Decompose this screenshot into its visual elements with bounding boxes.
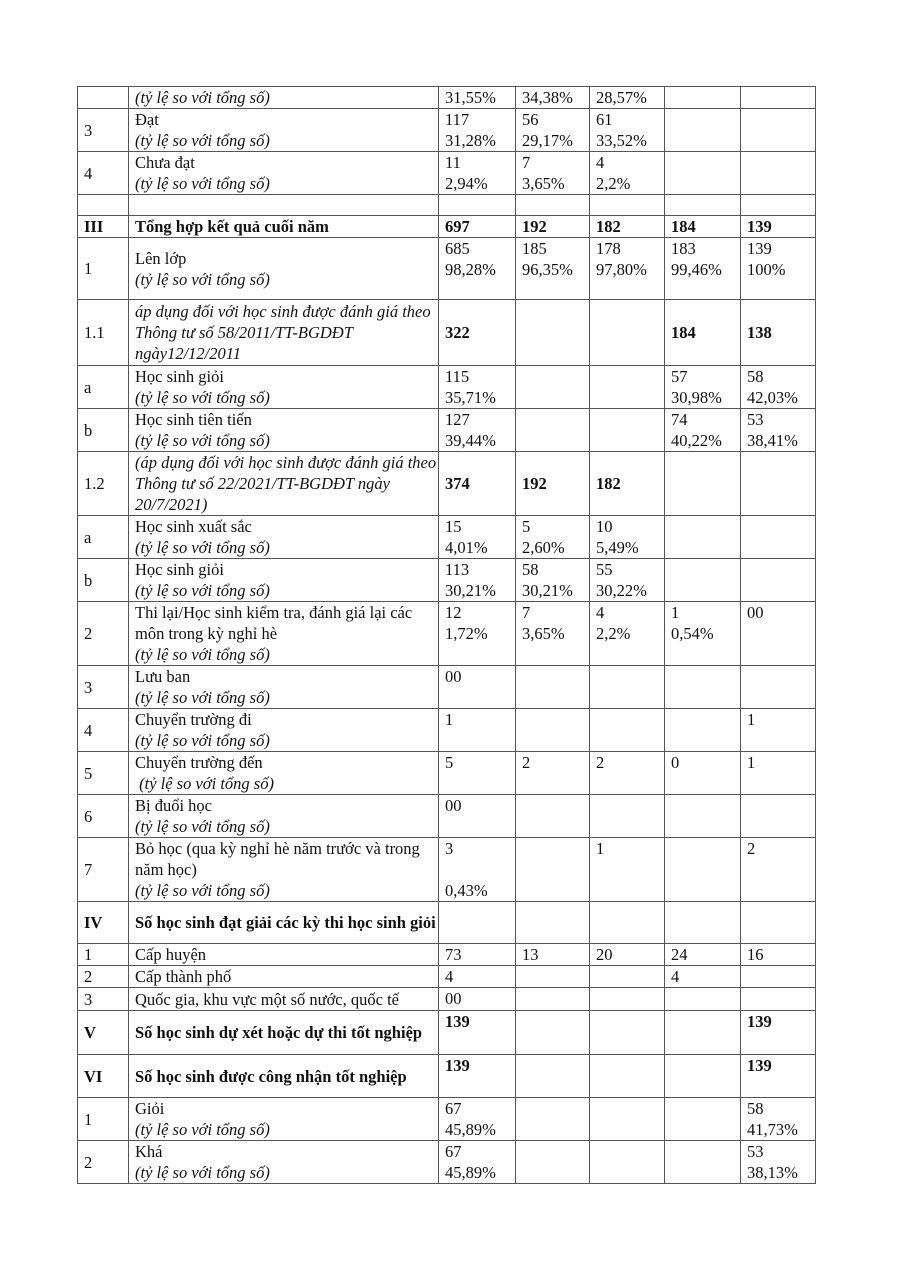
value-cell [741,795,816,838]
table-row [78,109,816,152]
value-cell: 138 [741,300,816,366]
row-number: 2 [78,1141,129,1184]
row-number: 1 [78,238,129,300]
value-cell: 5 2,60% [516,516,590,559]
value-cell: 31,55% [439,87,516,109]
value-cell: 00 [439,988,516,1011]
results-table-body [78,87,816,1184]
row-label-cell [129,216,439,238]
row-label: Chuyển trường đi [135,710,252,729]
value-cell [516,666,590,709]
value-cell [665,109,741,152]
value-cell [590,195,665,216]
value-cell [590,1098,665,1141]
row-number: a [78,366,129,409]
row-number: 3 [78,666,129,709]
row-label-cell [129,666,439,709]
ratio-label: (tỷ lệ so với tổng số) [135,269,270,289]
value-cell [741,109,816,152]
ratio-label: (tỷ lệ so với tổng số) [135,388,270,407]
row-label-cell [129,1098,439,1141]
row-label-cell [129,988,439,1011]
ratio-label: (tỷ lệ so với tổng số) [135,1120,270,1139]
row-number: 3 [78,109,129,152]
row-label: (áp dụng đối với học sinh được đánh giá theo Thông tư số 22/2021/TT-BGDĐT ngày 20/7/2021) [135,453,437,514]
row-label-cell [129,366,439,409]
value-cell: 1 0,54% [665,602,741,666]
row-label: Học sinh tiên tiến [135,410,252,429]
table-row [78,300,816,366]
value-cell: 15 4,01% [439,516,516,559]
value-cell: 1 [741,709,816,752]
value-cell: 139 [741,216,816,238]
row-label-cell [129,152,439,195]
value-cell [590,366,665,409]
value-cell [665,902,741,944]
value-cell [665,559,741,602]
row-label: Học sinh giỏi [135,560,224,579]
value-cell [590,300,665,366]
row-label-cell [129,709,439,752]
row-label-cell [129,87,439,109]
table-row [78,795,816,838]
ratio-label: (tỷ lệ so với tổng số) [135,731,270,750]
value-cell [439,195,516,216]
value-cell: 7 3,65% [516,152,590,195]
row-label: Cấp thành phố [135,967,232,986]
value-cell: 1 [741,752,816,795]
value-cell [665,666,741,709]
row-number: b [78,409,129,452]
value-cell: 117 31,28% [439,109,516,152]
value-cell [665,709,741,752]
value-cell: 374 [439,452,516,516]
row-number: 3 [78,988,129,1011]
table-row [78,752,816,795]
ratio-label: (tỷ lệ so với tổng số) [135,174,270,193]
value-cell [741,452,816,516]
value-cell [516,902,590,944]
value-cell: 139 [439,1055,516,1098]
ratio-label: (tỷ lệ so với tổng số) [135,881,270,900]
value-cell [590,666,665,709]
value-cell: 55 30,22% [590,559,665,602]
value-cell: 7 3,65% [516,602,590,666]
value-cell: 61 33,52% [590,109,665,152]
value-cell [590,1141,665,1184]
row-label: Giỏi [135,1099,165,1118]
value-cell: 73 [439,944,516,966]
value-cell: 183 99,46% [665,238,741,300]
value-cell: 182 [590,452,665,516]
value-cell [741,666,816,709]
value-cell [516,1011,590,1055]
value-cell: 2 [590,752,665,795]
value-cell [665,516,741,559]
row-label: Quốc gia, khu vực một số nước, quốc tế [135,989,399,1009]
table-row [78,1055,816,1098]
row-label-cell [129,1141,439,1184]
value-cell: 685 98,28% [439,238,516,300]
value-cell [741,988,816,1011]
row-number [78,195,129,216]
table-row [78,195,816,216]
value-cell: 139 [741,1055,816,1098]
value-cell: 10 5,49% [590,516,665,559]
row-number: b [78,559,129,602]
value-cell: 115 35,71% [439,366,516,409]
table-row [78,409,816,452]
table-row [78,988,816,1011]
value-cell: 67 45,89% [439,1141,516,1184]
table-row [78,516,816,559]
value-cell [516,988,590,1011]
ratio-label: (tỷ lệ so với tổng số) [135,688,270,707]
row-label: Bỏ học (qua kỳ nghỉ hè năm trước và trong năm học) [135,839,420,879]
row-label: áp dụng đối với học sinh được đánh giá theo Thông tư số 58/2011/TT-BGDĐT ngày12/12/2011 [135,302,431,363]
table-row [78,944,816,966]
row-label: Cấp huyện [135,945,207,964]
value-cell [516,1055,590,1098]
row-label: Học sinh xuất sắc [135,517,252,536]
row-number: 1.1 [78,300,129,366]
value-cell [665,452,741,516]
row-number: 1 [78,944,129,966]
table-row [78,838,816,902]
table-row [78,602,816,666]
value-cell: 57 30,98% [665,366,741,409]
ratio-label: (tỷ lệ so với tổng số) [135,645,270,664]
table-row [78,87,816,109]
row-number [78,87,129,109]
value-cell: 67 45,89% [439,1098,516,1141]
row-label: Số học sinh dự xét hoặc dự thi tốt nghiệp [135,1023,423,1042]
value-cell: 00 [741,602,816,666]
value-cell: 0 [665,752,741,795]
row-label-cell [129,452,439,516]
value-cell [590,988,665,1011]
value-cell: 185 96,35% [516,238,590,300]
value-cell: 28,57% [590,87,665,109]
value-cell: 11 2,94% [439,152,516,195]
value-cell [665,1141,741,1184]
table-row [78,559,816,602]
table-row [78,238,816,300]
value-cell [665,1011,741,1055]
value-cell [516,195,590,216]
value-cell: 5 [439,752,516,795]
value-cell [590,409,665,452]
table-row [78,966,816,988]
ratio-label: (tỷ lệ so với tổng số) [135,817,270,836]
value-cell: 24 [665,944,741,966]
row-label: Chuyển trường đến [135,753,263,772]
row-label: Tổng hợp kết quả cuối năm [135,217,329,236]
table-row [78,366,816,409]
row-number: IV [78,902,129,944]
value-cell: 139 [439,1011,516,1055]
value-cell: 697 [439,216,516,238]
table-row [78,152,816,195]
value-cell [590,795,665,838]
row-number: 4 [78,152,129,195]
value-cell [590,1011,665,1055]
table-row [78,452,816,516]
value-cell [665,1098,741,1141]
row-label: Thi lại/Học sinh kiểm tra, đánh giá lại các môn trong kỳ nghỉ hè [135,603,413,643]
value-cell [741,195,816,216]
value-cell: 2 [741,838,816,902]
value-cell [590,902,665,944]
table-row [78,1141,816,1184]
table-row [78,666,816,709]
value-cell: 12 1,72% [439,602,516,666]
value-cell: 58 41,73% [741,1098,816,1141]
value-cell: 192 [516,452,590,516]
value-cell [665,838,741,902]
ratio-label: (tỷ lệ so với tổng số) [135,538,270,557]
value-cell: 13 [516,944,590,966]
ratio-label: (tỷ lệ so với tổng số) [135,581,270,600]
value-cell: 139 100% [741,238,816,300]
row-number: 6 [78,795,129,838]
value-cell: 53 38,13% [741,1141,816,1184]
value-cell: 184 [665,300,741,366]
row-number: III [78,216,129,238]
value-cell [516,838,590,902]
value-cell: 53 38,41% [741,409,816,452]
value-cell: 58 30,21% [516,559,590,602]
row-number: 1.2 [78,452,129,516]
value-cell [741,966,816,988]
value-cell: 178 97,80% [590,238,665,300]
value-cell: 00 [439,666,516,709]
row-label: Đạt [135,110,159,129]
value-cell [590,966,665,988]
row-label: Số học sinh được công nhận tốt nghiệp [135,1066,407,1086]
value-cell: 184 [665,216,741,238]
row-label-cell [129,838,439,902]
value-cell [665,988,741,1011]
table-row [78,902,816,944]
value-cell: 56 29,17% [516,109,590,152]
value-cell: 16 [741,944,816,966]
row-number: a [78,516,129,559]
row-label-cell [129,795,439,838]
value-cell [516,709,590,752]
value-cell: 74 40,22% [665,409,741,452]
row-label-cell [129,752,439,795]
results-table [77,86,816,1184]
table-row [78,216,816,238]
value-cell: 4 2,2% [590,152,665,195]
row-label-cell [129,238,439,300]
value-cell [665,195,741,216]
table-row [78,709,816,752]
value-cell: 113 30,21% [439,559,516,602]
row-label: Học sinh giỏi [135,367,224,386]
value-cell: 182 [590,216,665,238]
value-cell [516,409,590,452]
value-cell [516,300,590,366]
table-row [78,1098,816,1141]
value-cell [741,559,816,602]
ratio-label: (tỷ lệ so với tổng số) [135,431,270,450]
value-cell: 58 42,03% [741,366,816,409]
value-cell [741,902,816,944]
row-label-cell [129,944,439,966]
row-label-cell [129,902,439,944]
row-label-cell [129,1055,439,1098]
value-cell [665,87,741,109]
row-number: V [78,1011,129,1055]
value-cell: 00 [439,795,516,838]
value-cell [741,87,816,109]
value-cell: 20 [590,944,665,966]
value-cell: 127 39,44% [439,409,516,452]
row-label: Bị đuổi học [135,796,212,815]
value-cell [590,709,665,752]
row-label: Chưa đạt [135,153,195,172]
row-label: Khá [135,1142,163,1161]
ratio-label: (tỷ lệ so với tổng số) [135,1163,270,1182]
ratio-label: (tỷ lệ so với tổng số) [135,88,270,107]
row-number: 4 [78,709,129,752]
value-cell [516,1141,590,1184]
row-label-cell [129,1011,439,1055]
row-number: 2 [78,966,129,988]
ratio-label: (tỷ lệ so với tổng số) [135,131,270,150]
row-label-cell [129,559,439,602]
row-label-cell [129,516,439,559]
value-cell: 2 [516,752,590,795]
row-number: 5 [78,752,129,795]
row-label-cell [129,409,439,452]
table-row [78,1011,816,1055]
ratio-label: (tỷ lệ so với tổng số) [135,774,274,793]
value-cell: 34,38% [516,87,590,109]
row-label: Lên lớp [135,248,187,268]
value-cell: 4 2,2% [590,602,665,666]
value-cell [516,795,590,838]
value-cell [741,516,816,559]
value-cell: 322 [439,300,516,366]
value-cell [590,1055,665,1098]
value-cell: 192 [516,216,590,238]
value-cell: 1 [590,838,665,902]
row-label-cell [129,966,439,988]
row-number: 2 [78,602,129,666]
value-cell [665,1055,741,1098]
row-label-cell [129,300,439,366]
value-cell [516,366,590,409]
row-label-cell [129,602,439,666]
row-label-cell [129,195,439,216]
value-cell: 139 [741,1011,816,1055]
value-cell: 1 [439,709,516,752]
value-cell: 4 [439,966,516,988]
value-cell [665,795,741,838]
value-cell [665,152,741,195]
value-cell: 3 0,43% [439,838,516,902]
value-cell [741,152,816,195]
row-label: Lưu ban [135,667,191,686]
row-number: 1 [78,1098,129,1141]
value-cell: 4 [665,966,741,988]
value-cell [516,1098,590,1141]
row-number: VI [78,1055,129,1098]
row-label: Số học sinh đạt giải các kỳ thi học sinh giỏi [135,913,436,932]
value-cell [516,966,590,988]
row-number: 7 [78,838,129,902]
row-label-cell [129,109,439,152]
value-cell [439,902,516,944]
